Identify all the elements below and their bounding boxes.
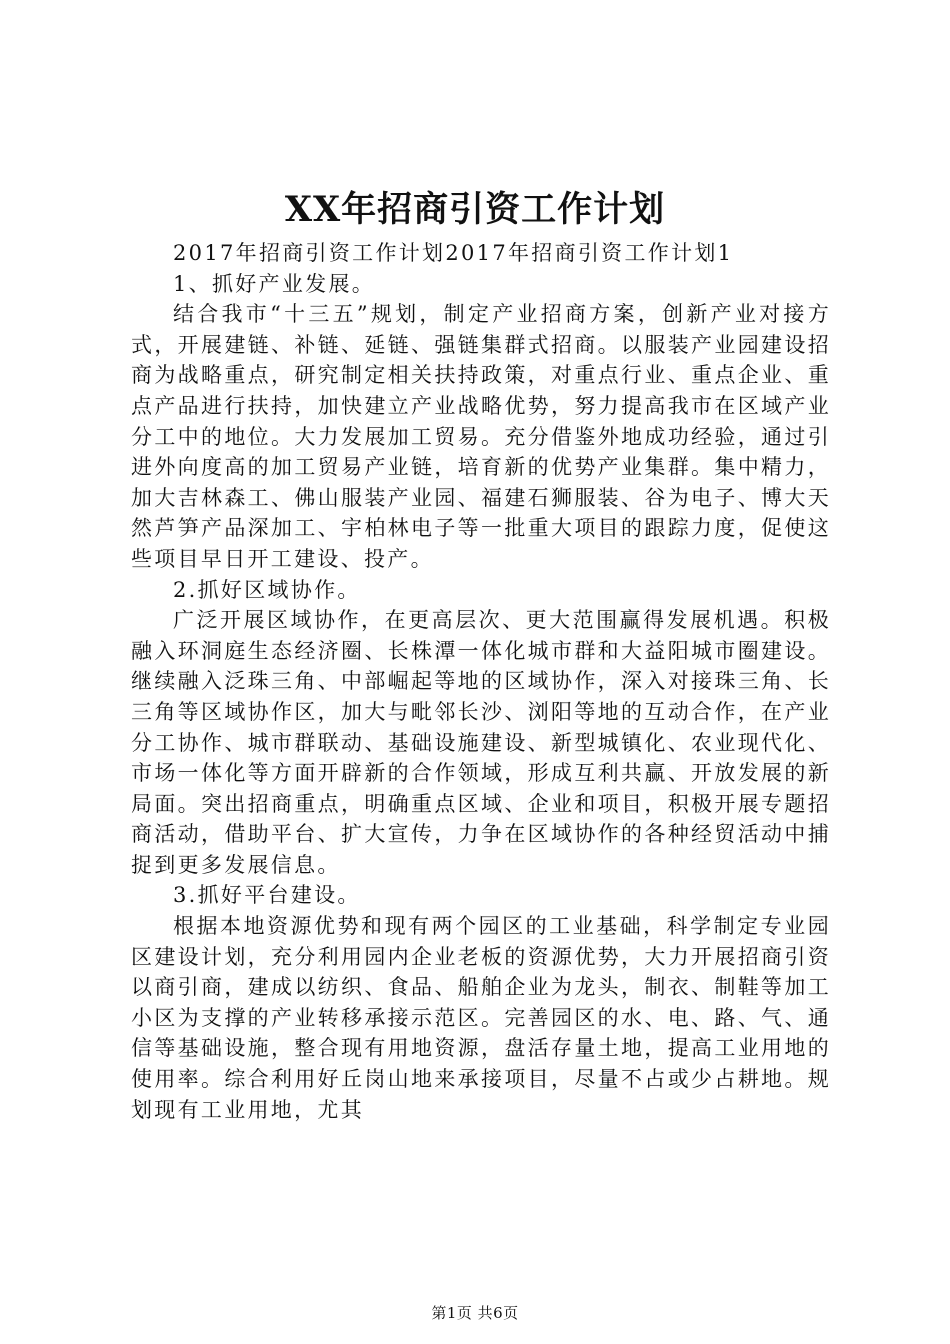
paragraph-2: 广泛开展区域协作，在更高层次、更大范围赢得发展机遇。积极融入环洞庭生态经济圈、长株潭一体化城市群和大益阳城市圈建设。继续融入泛珠三角、中部崛起等地的区域协作，深入对接珠三角、长三角等区域协作区，加大与毗邻长沙、浏阳等地的互动合作，在产业分工协作、城市群联动、基础设施建设、新型城镇化、农业现代化、市场一体化等方面开辟新的合作领域，形成互利共赢、开放发展的新局面。突出招商重点，明确重点区域、企业和项目，积极开展专题招商活动，借助平台、扩大宣传，力争在区域协作的各种经贸活动中捕捉到更多发展信息。 — [131, 608, 831, 877]
paragraph-1: 结合我市“十三五”规划，制定产业招商方案，创新产业对接方式，开展建链、补链、延链、强链集群式招商。以服装产业园建设招商为战略重点，研究制定相关扶持政策，对重点行业、重点企业、重点产品进行扶持，加快建立产业战略优势，努力提高我市在区域产业分工中的地位。大力发展加工贸易。充分借鉴外地成功经验，通过引进外向度高的加工贸易产业链，培育新的优势产业集群。集中精力，加大吉林森工、佛山服装产业园、福建石狮服装、谷为电子、博大天然芦笋产品深加工、宇柏林电子等一批重大项目的跟踪力度，促使这些项目早日开工建设、投产。 — [131, 302, 831, 571]
document-body — [131, 238, 831, 1125]
section-heading-2: 2.抓好区域协作。 — [173, 577, 361, 602]
section-heading-1: 1、抓好产业发展。 — [173, 271, 376, 296]
section-heading-3: 3.抓好平台建设。 — [173, 883, 361, 908]
page-footer: 第1页 共6页 — [431, 1304, 519, 1322]
document-title: XX年招商引资工作计划 — [284, 189, 666, 230]
paragraph-intro: 2017年招商引资工作计划2017年招商引资工作计划1 — [173, 241, 734, 265]
paragraph-3: 根据本地资源优势和现有两个园区的工业基础，科学制定专业园区建设计划，充分利用园内企业老板的资源优势，大力开展招商引资以商引商，建成以纺织、食品、船舶企业为龙头，制衣、制鞋等加工小区为支撑的产业转移承接示范区。完善园区的水、电、路、气、通信等基础设施，整合现有用地资源，盘活存量土地，提高工业用地的使用率。综合利用好丘岗山地来承接项目，尽量不占或少占耕地。规划现有工业用地，尤其 — [131, 914, 831, 1122]
